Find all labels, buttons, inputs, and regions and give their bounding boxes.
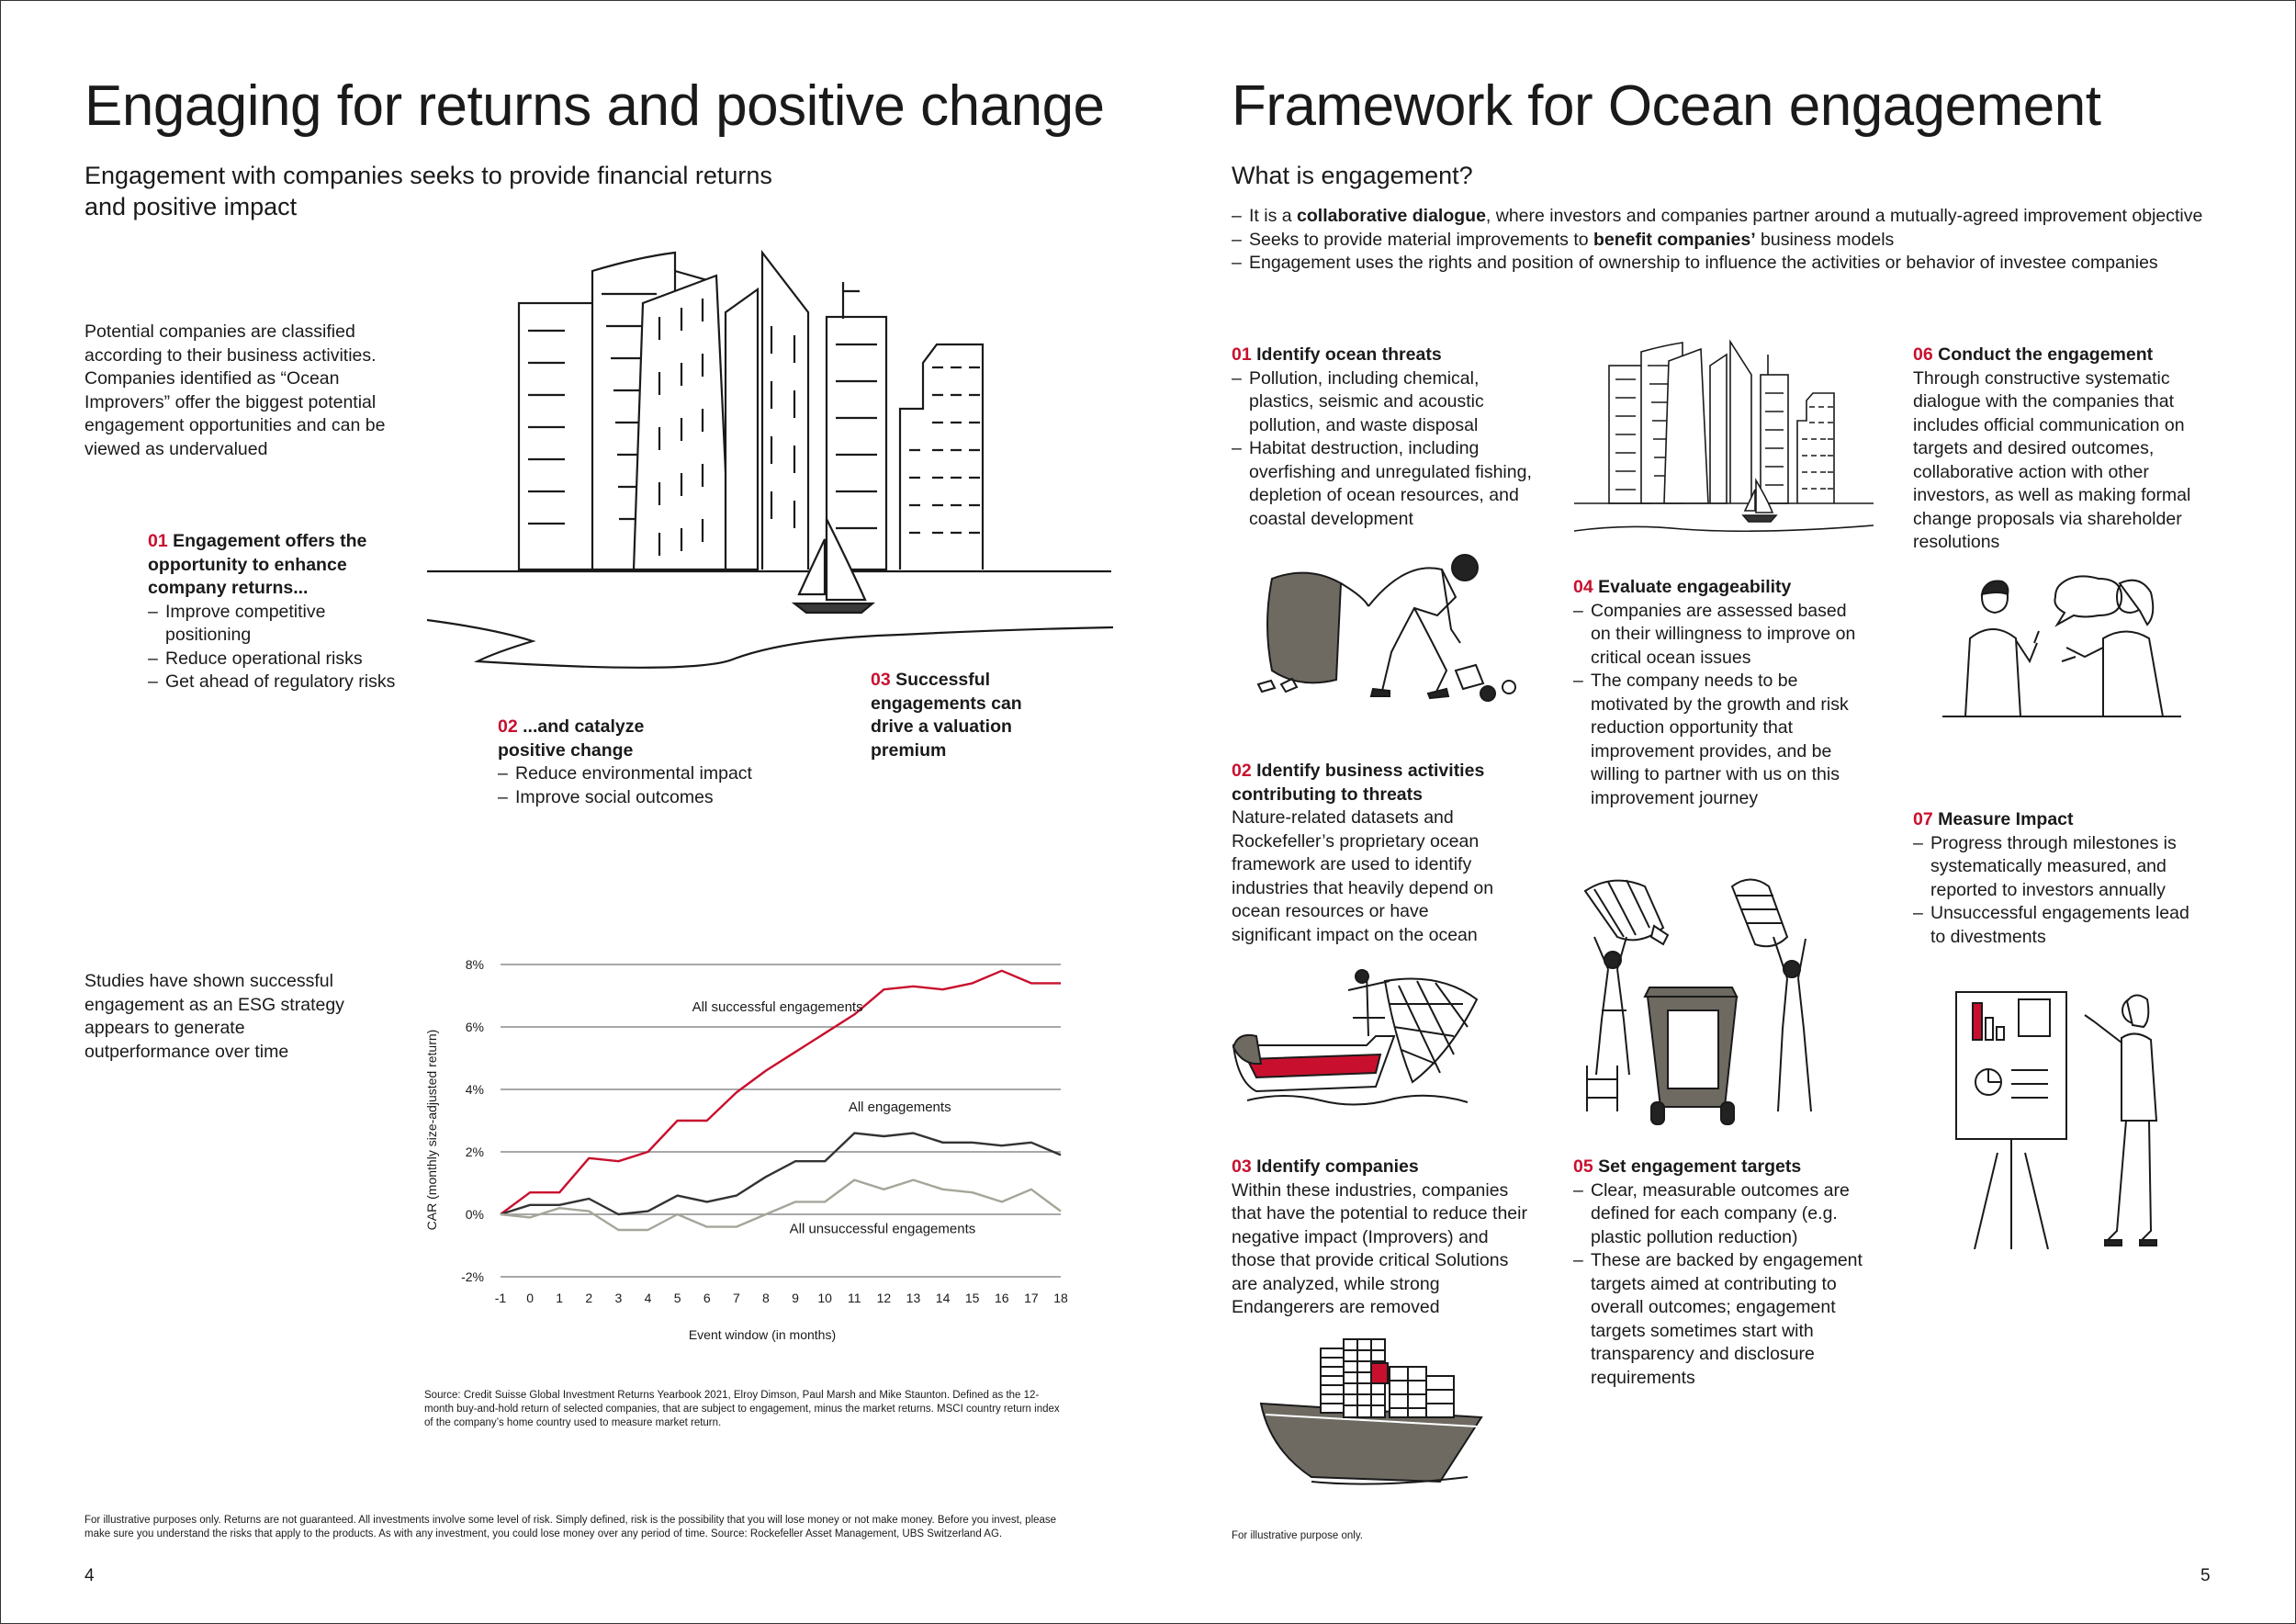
framework-step-05 xyxy=(1573,1156,1867,1390)
framework-step-02-title: Identify business activities contributing to threats xyxy=(1232,761,1485,805)
page-number-right: 5 xyxy=(2200,1566,2211,1585)
left-disclaimer: For illustrative purposes only. Returns are not guaranteed. All investments involve some level of risk. Simply defined, risk is the possibility that you will lose money or not make money. Before you invest, please make sure you understand the risks that apply to the products. As with any investment, you could lose money over any period of time. Source: Rockefeller Asset Management, UBS Switzerland AG. xyxy=(84,1515,1057,1539)
framework-step-03 xyxy=(1232,1156,1535,1320)
right-page-subtitle: What is engagement? xyxy=(1232,162,1473,189)
x-tick-label: 17 xyxy=(1024,1291,1039,1305)
framework-step-01-number: 01 xyxy=(1232,344,1252,365)
subtitle-line-2: and positive impact xyxy=(84,193,298,220)
y-tick-label: 8% xyxy=(465,957,484,972)
bullet-2-emphasis: benefit companies’ xyxy=(1593,229,1756,250)
bullet-2-text-end: business models xyxy=(1755,229,1895,250)
chart-labels xyxy=(424,957,1068,1342)
left-step-02-heading xyxy=(498,716,681,762)
y-axis-label: CAR (monthly size-adjusted return) xyxy=(424,1029,439,1231)
framework-step-06-heading xyxy=(1913,344,2193,367)
framework-step-05-number: 05 xyxy=(1573,1156,1593,1177)
framework-step-02-text: Nature-related datasets and Rockefeller’s proprietary ocean framework are used to identify industries that heavily depend on ocean resources or have significant impact on the ocean xyxy=(1232,807,1494,945)
list-item: – The company needs to be motivated by the growth and risk reduction opportunity that improvement provides, and be willing to partner with us on this improvement journey xyxy=(1573,670,1867,810)
framework-step-01-list xyxy=(1232,367,1544,532)
x-tick-label: 12 xyxy=(876,1291,892,1305)
list-item: – These are backed by engagement targets aimed at contributing to overall outcomes; engagement targets sometimes start with transparency and disclosure requirements xyxy=(1573,1249,1867,1390)
x-tick-label: 1 xyxy=(556,1291,564,1305)
framework-step-07-list xyxy=(1913,832,2193,950)
left-step-02-title: ...and catalyze positive change xyxy=(498,716,645,761)
classification-intro: Potential companies are classified according to their business activities. Companies identified as “Ocean Improvers” offer the biggest potential engagement opportunities and can be viewed as undervalued xyxy=(84,321,386,459)
framework-step-06 xyxy=(1913,344,2193,555)
x-tick-label: 5 xyxy=(673,1291,681,1305)
list-item: – Pollution, including chemical, plastics, seismic and acoustic pollution, and waste disposal xyxy=(1232,367,1544,438)
framework-step-03-text: Within these industries, companies that have the potential to reduce their negative impact (Improvers) and those that provide critical Solutions are analyzed, while strong Endangerers are removed xyxy=(1232,1179,1527,1317)
framework-step-04 xyxy=(1573,576,1867,810)
x-tick-label: 11 xyxy=(847,1291,861,1305)
framework-step-06-text: Through constructive systematic dialogue with the companies that includes official communication on targets and desired outcomes, collaborative action with other investors, as well as making formal change proposals via shareholder resolutions xyxy=(1913,367,2191,552)
cargo-ship-illustration xyxy=(1256,1330,1504,1486)
list-item: – Unsuccessful engagements lead to divestments xyxy=(1913,902,2193,949)
bullet-1-text-end: , where investors and companies partner around a mutually-agreed improvement objective xyxy=(1485,206,2203,226)
framework-step-04-number: 04 xyxy=(1573,577,1593,597)
framework-step-04-heading xyxy=(1573,576,1867,600)
bullet-1-emphasis: collaborative dialogue xyxy=(1297,206,1486,226)
y-tick-label: 4% xyxy=(465,1082,484,1097)
list-item: – Clear, measurable outcomes are defined for each company (e.g. plastic pollution reduction) xyxy=(1573,1179,1867,1250)
list-item: – Get ahead of regulatory risks xyxy=(148,671,414,694)
subtitle-line-1: Engagement with companies seeks to provide financial returns xyxy=(84,162,772,189)
left-step-01-heading xyxy=(148,530,414,601)
x-tick-label: 16 xyxy=(995,1291,1009,1305)
list-item: – Habitat destruction, including overfishing and unregulated fishing, depletion of ocean resources, and coastal development xyxy=(1232,437,1544,531)
studies-text: Studies have shown successful engagement as an ESG strategy appears to generate outperformance over time xyxy=(84,971,344,1062)
shoreline xyxy=(427,620,1113,668)
engagement-definition-list xyxy=(1232,205,2260,276)
left-step-02-number: 02 xyxy=(498,716,518,737)
small-skyline-illustration xyxy=(1572,338,1875,540)
x-tick-label: 9 xyxy=(792,1291,799,1305)
framework-step-07-number: 07 xyxy=(1913,809,1933,829)
list-item xyxy=(1232,229,2260,253)
y-tick-label: 6% xyxy=(465,1020,484,1034)
framework-step-05-heading xyxy=(1573,1156,1867,1179)
framework-step-05-title: Set engagement targets xyxy=(1598,1156,1802,1177)
series-label: All engagements xyxy=(848,1099,951,1115)
x-tick-label: 8 xyxy=(762,1291,770,1305)
x-axis-label: Event window (in months) xyxy=(688,1327,837,1342)
left-step-02 xyxy=(498,716,810,809)
list-item: – Improve competitive positioning xyxy=(148,601,414,648)
x-tick-label: 4 xyxy=(644,1291,652,1305)
x-tick-label: 6 xyxy=(703,1291,711,1305)
list-item: – Reduce operational risks xyxy=(148,648,414,671)
page-number-left: 4 xyxy=(84,1566,95,1585)
skyline-buildings-drawing xyxy=(519,253,983,570)
x-tick-label: 18 xyxy=(1053,1291,1068,1305)
left-step-03 xyxy=(871,669,1064,762)
list-item: – Improve social outcomes xyxy=(498,786,810,810)
framework-step-06-title: Conduct the engagement xyxy=(1938,344,2154,365)
y-tick-label: -2% xyxy=(461,1269,484,1284)
framework-step-04-title: Evaluate engageability xyxy=(1598,577,1792,597)
framework-step-04-list xyxy=(1573,600,1867,811)
series-label: All successful engagements xyxy=(692,999,863,1015)
bullet-1-text: It is a xyxy=(1249,206,1298,226)
left-step-03-title: Successful engagements can drive a valuation premium xyxy=(871,670,1022,761)
framework-step-01 xyxy=(1232,344,1544,531)
series-line xyxy=(501,1133,1061,1214)
framework-step-02-number: 02 xyxy=(1232,761,1252,781)
x-tick-label: 3 xyxy=(614,1291,623,1305)
framework-step-07-heading xyxy=(1913,808,2193,832)
x-tick-label: 15 xyxy=(964,1291,980,1305)
framework-step-01-heading xyxy=(1232,344,1544,367)
framework-step-07-title: Measure Impact xyxy=(1938,809,2074,829)
chart-source-note: Source: Credit Suisse Global Investment Returns Yearbook 2021, Elroy Dimson, Paul Marsh and Mike Staunton. Defined as the 12-month buy-and-hold return of selected companies, that are subject to engagement, minus the market returns. MSCI country return index of the company’s home country used to measure market return. xyxy=(424,1390,1060,1428)
city-skyline-illustration xyxy=(422,243,1120,675)
left-step-01-list xyxy=(148,601,414,694)
x-tick-label: 2 xyxy=(585,1291,593,1305)
series-line xyxy=(501,1180,1061,1230)
x-tick-label: 0 xyxy=(526,1291,535,1305)
presenter-easel-illustration xyxy=(1947,983,2186,1249)
list-item: – Reduce environmental impact xyxy=(498,762,810,786)
framework-step-06-number: 06 xyxy=(1913,344,1933,365)
framework-step-03-number: 03 xyxy=(1232,1156,1252,1177)
right-footnote: For illustrative purpose only. xyxy=(1232,1530,1363,1541)
dialogue-illustration xyxy=(1938,574,2186,721)
framework-step-03-title: Identify companies xyxy=(1256,1156,1419,1177)
fishing-boat-illustration xyxy=(1229,963,1486,1110)
framework-step-02-heading xyxy=(1232,760,1512,806)
recycling-bin-illustration xyxy=(1576,873,1851,1134)
left-step-01-number: 01 xyxy=(148,531,168,551)
x-tick-label: 13 xyxy=(906,1291,921,1305)
left-step-03-number: 03 xyxy=(871,670,891,690)
car-line-chart xyxy=(418,946,1079,1350)
bullet-2-text: Seeks to provide material improvements to xyxy=(1249,229,1593,250)
framework-step-01-title: Identify ocean threats xyxy=(1256,344,1442,365)
list-item: – Engagement uses the rights and position of ownership to influence the activities or behavior of investee companies xyxy=(1232,252,2260,276)
x-tick-label: -1 xyxy=(494,1291,507,1305)
litter-picker-illustration xyxy=(1254,542,1520,707)
series-label: All unsuccessful engagements xyxy=(789,1221,976,1237)
x-tick-label: 14 xyxy=(935,1291,951,1305)
y-tick-label: 0% xyxy=(465,1207,484,1222)
left-page-subtitle xyxy=(84,160,856,222)
list-item xyxy=(1232,205,2260,229)
left-step-01-title: Engagement offers the opportunity to enhance company returns... xyxy=(148,531,367,598)
left-step-02-list xyxy=(498,762,810,809)
framework-step-05-list xyxy=(1573,1179,1867,1391)
x-tick-label: 7 xyxy=(732,1291,740,1305)
framework-step-03-heading xyxy=(1232,1156,1535,1179)
framework-step-02 xyxy=(1232,760,1512,947)
y-tick-label: 2% xyxy=(465,1145,484,1159)
list-item: – Companies are assessed based on their willingness to improve on critical ocean issues xyxy=(1573,600,1867,671)
left-step-01 xyxy=(148,530,414,694)
right-page-title: Framework for Ocean engagement xyxy=(1232,74,2101,138)
list-item: – Progress through milestones is systematically measured, and reported to investors annually xyxy=(1913,832,2193,903)
framework-step-07 xyxy=(1913,808,2193,949)
x-tick-label: 10 xyxy=(817,1291,832,1305)
left-page-title: Engaging for returns and positive change xyxy=(84,74,1105,138)
